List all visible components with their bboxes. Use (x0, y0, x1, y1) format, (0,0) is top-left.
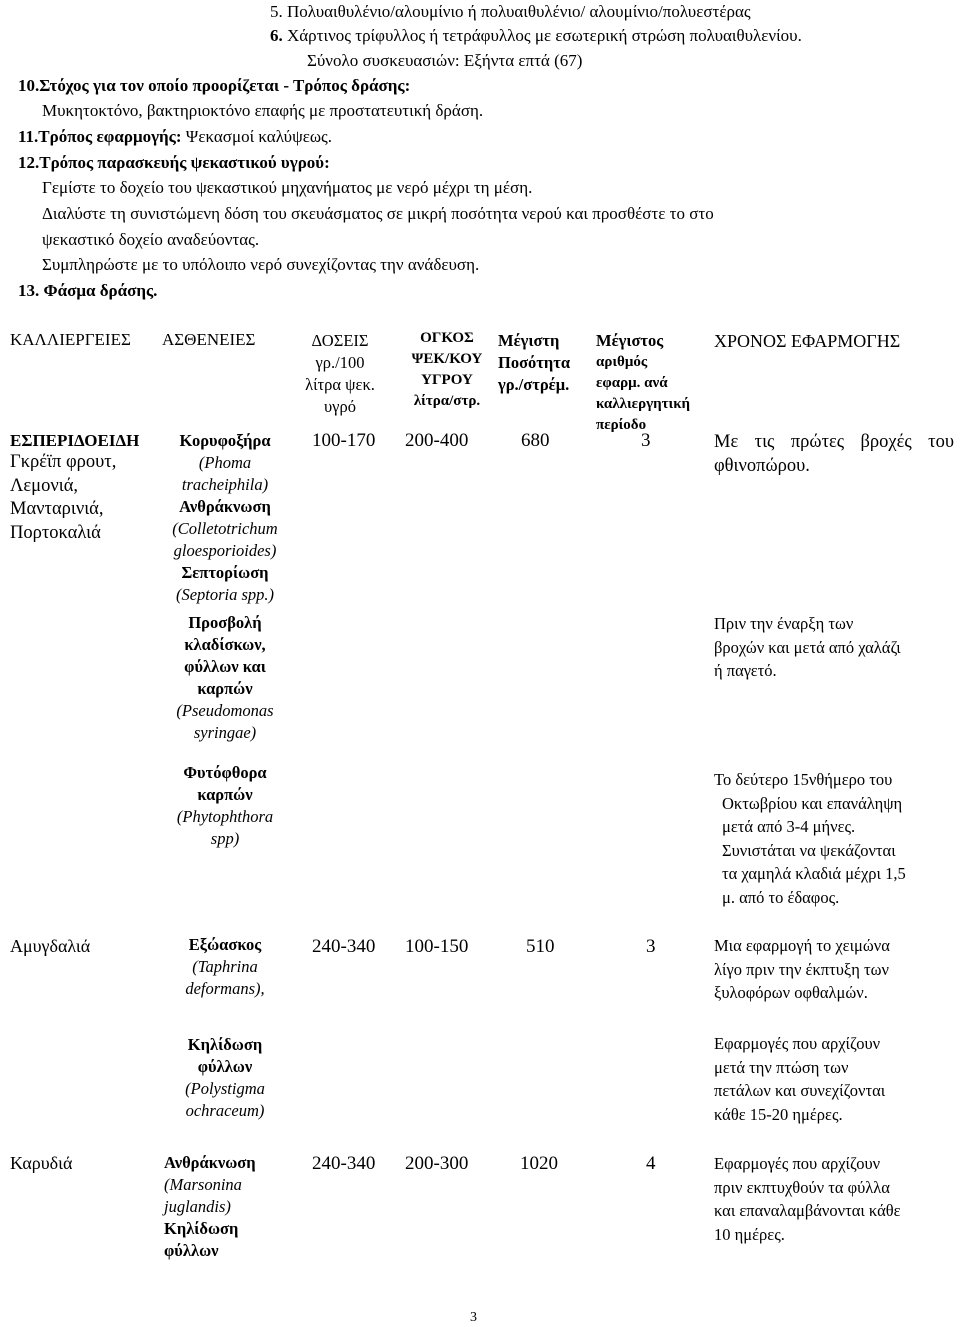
walnut-dose: 240-340 (312, 1153, 376, 1174)
header-max-applications-line: αριθμός (596, 354, 648, 370)
header-max-quantity (498, 330, 588, 396)
disease-scientific: gloesporioides) (173, 541, 277, 560)
header-doses-line: ΔΟΣΕΙΣ (311, 331, 369, 350)
section-12-line-1: Γεμίστε το δοχείο του ψεκαστικού μηχανήματος με νερό μέχρι τη μέση. (42, 178, 533, 197)
packaging-item-5: 5. Πολυαιθυλένιο/αλουμίνιο ή πολυαιθυλένιο/ αλουμίνιο/πολυεστέρας (270, 2, 751, 21)
disease-scientific: (Taphrina (192, 957, 258, 976)
walnut-diseases (164, 1152, 304, 1262)
header-max-quantity-line: Ποσότητα (498, 353, 571, 372)
citrus-crop-line: Λεμονιά, (10, 475, 79, 496)
disease-name: Σεπτορίωση (181, 563, 269, 582)
header-volume (398, 328, 496, 412)
disease-scientific: juglandis) (164, 1197, 231, 1216)
citrus-crop-line: Πορτοκαλιά (10, 522, 101, 543)
disease-name: φύλλων (164, 1241, 219, 1260)
timing-line: πετάλων και συνεχίζονται (714, 1081, 886, 1100)
timing-line: Εφαρμογές που αρχίζουν (714, 1034, 881, 1053)
header-max-applications-line: Μέγιστος (596, 331, 664, 350)
citrus-max-quantity: 680 (521, 430, 550, 451)
timing-line: Με τις πρώτες βροχές του (714, 432, 954, 452)
timing-line: Οκτωβρίου και επανάληψη (722, 793, 903, 813)
disease-scientific: deformans), (185, 979, 265, 998)
header-volume-line: ΥΓΡΟΥ (421, 372, 473, 388)
walnut-timing (714, 1152, 954, 1246)
citrus-max-applications: 3 (641, 430, 651, 451)
timing-line: ή παγετό. (714, 661, 777, 680)
header-max-applications-line: καλλιεργητική (596, 396, 691, 412)
citrus-volume: 200-400 (405, 430, 469, 451)
disease-name: κλαδίσκων, (184, 635, 266, 654)
citrus-diseases-group-2 (150, 612, 300, 744)
section-12-heading: 12.Τρόπος παρασκευής ψεκαστικού υγρού: (18, 153, 330, 172)
almond-dose: 240-340 (312, 936, 376, 957)
header-volume-line: ΟΓΚΟΣ (420, 330, 474, 346)
section-11-heading: 11.Τρόπος εφαρμογής: (18, 127, 182, 146)
disease-name: Προσβολή (188, 613, 262, 632)
timing-line: πριν εκπτυχθούν τα φύλλα (714, 1177, 890, 1197)
disease-scientific: (Phoma (198, 453, 252, 472)
almond-crop: Αμυγδαλιά (10, 936, 91, 956)
citrus-crop-line: Γκρέϊπ φρουτ, (10, 452, 117, 472)
citrus-dose: 100-170 (312, 430, 376, 451)
walnut-volume: 200-300 (405, 1153, 469, 1174)
almond-max-quantity: 510 (526, 936, 555, 957)
disease-scientific: spp) (210, 829, 240, 848)
header-diseases: ΑΣΘΕΝΕΙΕΣ (162, 330, 256, 349)
citrus-timing-3 (714, 768, 954, 909)
disease-scientific: (Septoria spp.) (175, 585, 275, 604)
header-max-applications (596, 330, 706, 436)
section-11 (18, 127, 332, 147)
packaging-item-6-text: Χάρτινος τρίφυλλος ή τετράφυλλος με εσωτερική στρώση πολυαιθυλενίου. (287, 26, 802, 45)
timing-line: τα χαμηλά κλαδιά μέχρι 1,5 (722, 864, 906, 883)
disease-name: Εξώασκος (188, 935, 262, 954)
disease-name: Κηλίδωση (164, 1219, 239, 1238)
timing-line: 10 ημέρες. (714, 1224, 785, 1244)
header-doses-line: γρ./100 (315, 353, 365, 372)
header-doses (300, 330, 380, 418)
disease-name: Κορυφοξήρα (179, 431, 271, 450)
citrus-diseases-group-1 (150, 430, 300, 606)
packaging-item-6 (270, 26, 802, 46)
timing-line: Εφαρμογές που αρχίζουν (714, 1154, 881, 1173)
almond-timing-2 (714, 1032, 954, 1126)
section-13-heading: 13. Φάσμα δράσης. (18, 281, 158, 300)
timing-line: μετά την πτώση των (714, 1057, 849, 1077)
citrus-timing-2 (714, 612, 954, 683)
header-max-applications-line: περίοδο (596, 417, 647, 433)
header-doses-line: λίτρα ψεκ. (305, 375, 375, 394)
disease-name: φύλλων και (184, 657, 266, 676)
packaging-total: Σύνολο συσκευασιών: Εξήντα επτά (67) (307, 51, 583, 70)
disease-scientific: (Pseudomonas (176, 701, 274, 720)
page-number: 3 (470, 1310, 477, 1325)
header-doses-line: υγρό (324, 397, 356, 416)
disease-scientific: syringae) (193, 723, 257, 742)
disease-name: Φυτόφθορα (183, 763, 267, 782)
disease-scientific: tracheiphila) (181, 475, 269, 494)
timing-line: βροχών και μετά από χαλάζι (714, 637, 901, 657)
disease-name: καρπών (197, 785, 253, 804)
disease-name: Ανθράκνωση (164, 1153, 256, 1172)
disease-scientific: (Polystigma (185, 1079, 265, 1098)
citrus-crops (10, 451, 160, 545)
almond-max-applications: 3 (646, 936, 656, 957)
header-volume-line: λίτρα/στρ. (413, 393, 481, 409)
section-12-line-2: Διαλύστε τη συνιστώμενη δόση του σκευάσματος σε μικρή ποσότητα νερού και προσθέστε το στο (42, 204, 714, 223)
section-12-line-3: ψεκαστικό δοχείο αναδεύοντας. (42, 230, 260, 249)
citrus-group-label: ΕΣΠΕΡΙΔΟΕΙΔΗ (10, 431, 140, 450)
citrus-timing-1 (714, 431, 954, 478)
citrus-diseases-group-3 (150, 762, 300, 850)
section-12-line-4: Συμπληρώστε με το υπόλοιπο νερό συνεχίζοντας την ανάδευση. (42, 255, 480, 274)
header-max-quantity-line: γρ./στρέμ. (498, 375, 570, 394)
disease-name: Κηλίδωση (187, 1035, 263, 1054)
disease-name: φύλλων (197, 1057, 253, 1076)
packaging-item-6-number: 6. (270, 26, 283, 45)
walnut-crop: Καρυδιά (10, 1153, 73, 1173)
timing-line: μετά από 3-4 μήνες. (722, 817, 856, 836)
timing-line: Το δεύτερο 15νθήμερο του (714, 770, 893, 789)
citrus-crop-line: Μανταρινιά, (10, 499, 104, 519)
header-crops: ΚΑΛΛΙΕΡΓΕΙΕΣ (10, 330, 131, 349)
header-max-quantity-line: Μέγιστη (498, 331, 560, 350)
walnut-max-quantity: 1020 (520, 1153, 558, 1174)
disease-scientific: (Marsonina (164, 1175, 242, 1194)
header-max-applications-line: εφαρμ. ανά (596, 375, 668, 391)
disease-scientific: (Phytophthora (176, 807, 274, 826)
timing-line: κάθε 15-20 ημέρες. (714, 1104, 843, 1124)
almond-diseases-group-2 (150, 1034, 300, 1122)
disease-name: Ανθράκνωση (179, 497, 271, 516)
walnut-max-applications: 4 (646, 1153, 656, 1174)
section-10-heading: 10.Στόχος για τον οποίο προορίζεται - Τρόπος δράσης: (18, 76, 411, 95)
timing-line: και επαναλαμβάνονται κάθε (714, 1201, 901, 1220)
disease-scientific: ochraceum) (185, 1101, 265, 1120)
header-volume-line: ΨΕΚ/ΚΟΥ (411, 351, 483, 367)
almond-timing-1 (714, 934, 954, 1005)
timing-line: ξυλοφόρων οφθαλμών. (714, 983, 868, 1002)
timing-line: Μια εφαρμογή το χειμώνα (714, 936, 890, 955)
timing-line: Πριν την έναρξη των (714, 614, 854, 633)
disease-name: καρπών (197, 679, 253, 698)
header-timing: ΧΡΟΝΟΣ ΕΦΑΡΜΟΓΗΣ (714, 331, 901, 351)
timing-line: λίγο πριν την έκπτυξη των (714, 959, 889, 979)
section-10-text: Μυκητοκτόνο, βακτηριοκτόνο επαφής με προστατευτική δράση. (42, 101, 484, 120)
disease-scientific: (Colletotrichum (172, 519, 278, 538)
almond-volume: 100-150 (405, 936, 469, 957)
section-11-text: Ψεκασμοί καλύψεως. (185, 127, 333, 146)
timing-line: Συνιστάται να ψεκάζονται (722, 840, 896, 860)
almond-diseases-group-1 (150, 934, 300, 1000)
timing-line: φθινοπώρου. (714, 455, 810, 476)
timing-line: μ. από το έδαφος. (722, 887, 840, 907)
